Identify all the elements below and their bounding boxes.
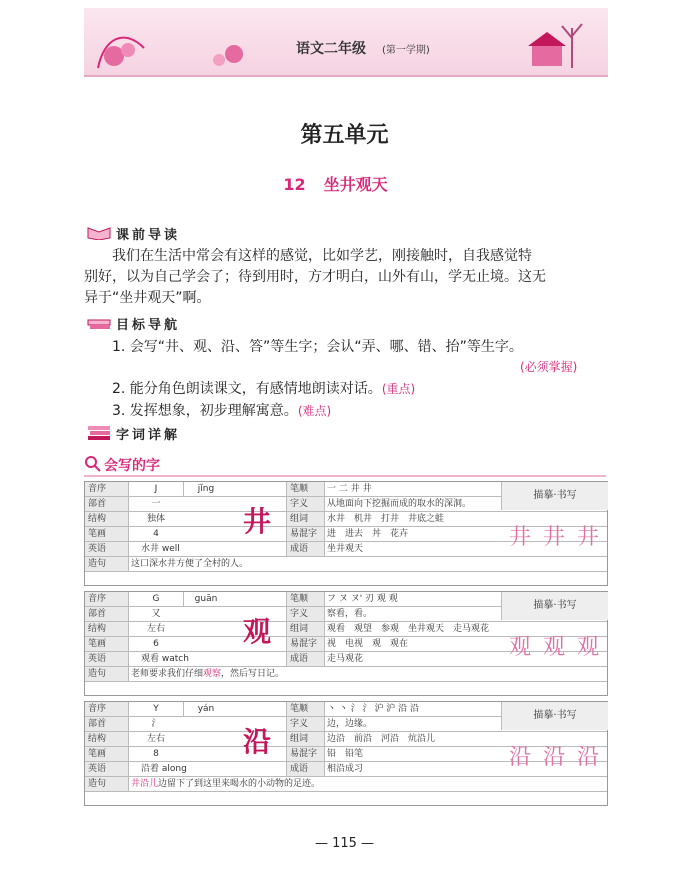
label-jiegou: 结构 (85, 732, 129, 746)
magnifier-icon (84, 455, 102, 473)
book-subtitle: (第一学期) (382, 45, 430, 56)
sentence-value: 这口深水井方便了全村的人。 (131, 559, 249, 569)
trace-area (501, 482, 607, 557)
big-character: 井 (242, 505, 271, 538)
trace-char: 井 (576, 525, 599, 550)
book-icon (86, 224, 112, 240)
preview-line-3: 异于“坐井观天”啊。 (84, 290, 211, 306)
label-chengyu: 成语 (286, 652, 325, 666)
yinxu-value: Y (153, 704, 159, 714)
jiegou-value: 左右 (146, 734, 165, 744)
yinxu-value: G (152, 594, 160, 604)
card-row (85, 557, 607, 572)
bishun-value: 一 二 井 井 (327, 484, 372, 494)
trace-char: 观 (576, 635, 599, 660)
goal-2-text: 2. 能分角色朗读课文，有感情地朗读对话。 (112, 381, 382, 397)
ziyi-value: 察看，看。 (327, 609, 373, 619)
yihunzi-value: 铅 铅笔 (327, 749, 364, 759)
heading-divider (84, 475, 606, 477)
page-number: — 115 — (314, 836, 375, 851)
label-chengyu: 成语 (286, 762, 325, 776)
big-character: 观 (242, 615, 271, 648)
preview-line-2: 别好，以为自己学会了；待到用时，方才明白，山外有山，学无止境。这无 (84, 269, 546, 285)
trace-area (501, 702, 607, 777)
pinyin-value: guān (183, 592, 228, 606)
highlighted-word: 观察 (203, 669, 222, 679)
label-yihunzi: 易混字 (286, 637, 325, 651)
jiegou-value: 独体 (146, 514, 165, 524)
yihunzi-value: 进 进去 丼 花卉 (327, 529, 409, 539)
trace-label: 描摹·书写 (501, 482, 608, 510)
label-jiegou: 结构 (85, 512, 129, 526)
char-card-guan (84, 591, 608, 696)
bihua-value: 6 (153, 639, 159, 649)
lesson-name: 坐井观天 (323, 175, 388, 194)
goal-3 (112, 400, 331, 420)
preview-heading: 课前导读 (116, 228, 181, 243)
bushou-value: 一 (151, 499, 161, 509)
label-ziyi: 字义 (286, 717, 325, 731)
label-bishun: 笔顺 (286, 482, 325, 496)
label-ziyi: 字义 (286, 497, 325, 511)
label-bushou: 部首 (85, 607, 129, 621)
zuci-value: 边沿 前沿 河沿 炕沿儿 (327, 734, 436, 744)
trace-label: 描摹·书写 (501, 592, 608, 620)
trace-char: 沿 (542, 745, 565, 770)
goal-3-note: (难点) (297, 404, 332, 418)
label-ziyi: 字义 (286, 607, 325, 621)
label-yingyu: 英语 (85, 652, 129, 666)
goal-3-text: 3. 发挥想象，初步理解寓意。 (112, 403, 298, 419)
label-bihua: 笔画 (85, 637, 129, 651)
trace-char: 观 (508, 635, 531, 660)
label-bushou: 部首 (85, 717, 129, 731)
write-heading (84, 455, 160, 475)
vocab-heading: 字词详解 (116, 428, 181, 443)
card-row (85, 777, 607, 792)
label-yihunzi: 易混字 (286, 527, 325, 541)
goal-2-note: (重点) (381, 382, 416, 396)
trace-char: 沿 (576, 745, 599, 770)
char-card-yan (84, 701, 608, 806)
goal-1-note: (必须掌握) (520, 360, 578, 374)
char-card-jing (84, 481, 608, 586)
english-value: 观看 watch (141, 654, 189, 664)
sentence-value: 井沿儿边留下了到这里来喝水的小动物的足迹。 (131, 779, 321, 789)
bushou-value: 氵 (151, 719, 161, 729)
trace-char: 井 (542, 525, 565, 550)
yinxu-value: J (154, 484, 158, 494)
trace-char: 井 (508, 525, 531, 550)
label-zuci: 组词 (286, 732, 325, 746)
label-zaoju: 造句 (85, 667, 129, 681)
unit-title: 第五单元 (300, 122, 389, 148)
zuci-value: 水井 机井 打井 井底之蛙 (327, 514, 445, 524)
lesson-title (0, 172, 689, 195)
ziyi-value: 边，边缘。 (327, 719, 373, 729)
bushou-value: 又 (151, 609, 161, 619)
goal-1: 1. 会写“井、观、沿、答”等生字；会认“弄、哪、错、抬”等生字。 (112, 339, 523, 355)
label-yingyu: 英语 (85, 762, 129, 776)
goals-heading: 目标导航 (116, 318, 181, 333)
chengyu-value: 相沿成习 (327, 764, 364, 774)
write-heading-label: 会写的字 (104, 458, 160, 474)
label-zaoju: 造句 (85, 777, 129, 791)
english-value: 沿着 along (141, 764, 187, 774)
trace-char: 沿 (508, 745, 531, 770)
label-jiegou: 结构 (85, 622, 129, 636)
label-bushou: 部首 (85, 497, 129, 511)
trace-label: 描摹·书写 (501, 702, 608, 730)
stack-books-icon (86, 424, 112, 440)
label-zuci: 组词 (286, 512, 325, 526)
trace-area (501, 592, 607, 667)
label-bihua: 笔画 (85, 527, 129, 541)
sentence-value: 老师要求我们仔细观察，然后写日记。 (131, 669, 285, 679)
preview-line-1: 我们在生活中常会有这样的感觉，比如学艺，刚接触时，自我感觉特 (112, 248, 532, 264)
label-yinxu: 音序 (85, 592, 129, 606)
label-zuci: 组词 (286, 622, 325, 636)
label-zaoju: 造句 (85, 557, 129, 571)
bishun-value: フ ヌ ヌ' 刃 观 观 (327, 594, 398, 604)
pinyin-value: yán (183, 702, 228, 716)
header-banner (84, 8, 608, 77)
trace-char: 观 (542, 635, 565, 660)
ziyi-value: 从地面向下挖掘而成的取水的深洞。 (327, 499, 472, 509)
book-title: 语文二年级 (296, 41, 366, 57)
label-yinxu: 音序 (85, 482, 129, 496)
goal-2 (112, 378, 415, 398)
label-bishun: 笔顺 (286, 702, 325, 716)
bihua-value: 4 (153, 529, 159, 539)
label-yingyu: 英语 (85, 542, 129, 556)
jiegou-value: 左右 (146, 624, 165, 634)
label-bishun: 笔顺 (286, 592, 325, 606)
pinyin-value: jǐng (183, 482, 228, 496)
yihunzi-value: 视 电视 观 观在 (327, 639, 409, 649)
chengyu-value: 走马观花 (327, 654, 364, 664)
zuci-value: 观看 观望 参观 坐井观天 走马观花 (327, 624, 490, 634)
bihua-value: 8 (153, 749, 159, 759)
highlighted-word: 井沿儿 (131, 779, 159, 789)
english-value: 水井 well (141, 544, 180, 554)
big-character: 沿 (242, 725, 271, 758)
card-row (85, 667, 607, 682)
label-yihunzi: 易混字 (286, 747, 325, 761)
label-chengyu: 成语 (286, 542, 325, 556)
bishun-value: 丶 丶 氵 氵 沪 沪 沿 沿 (327, 704, 420, 714)
chengyu-value: 坐井观天 (327, 544, 364, 554)
lesson-number: 12 (283, 175, 306, 194)
label-bihua: 笔画 (85, 747, 129, 761)
label-yinxu: 音序 (85, 702, 129, 716)
books-icon (86, 314, 112, 330)
